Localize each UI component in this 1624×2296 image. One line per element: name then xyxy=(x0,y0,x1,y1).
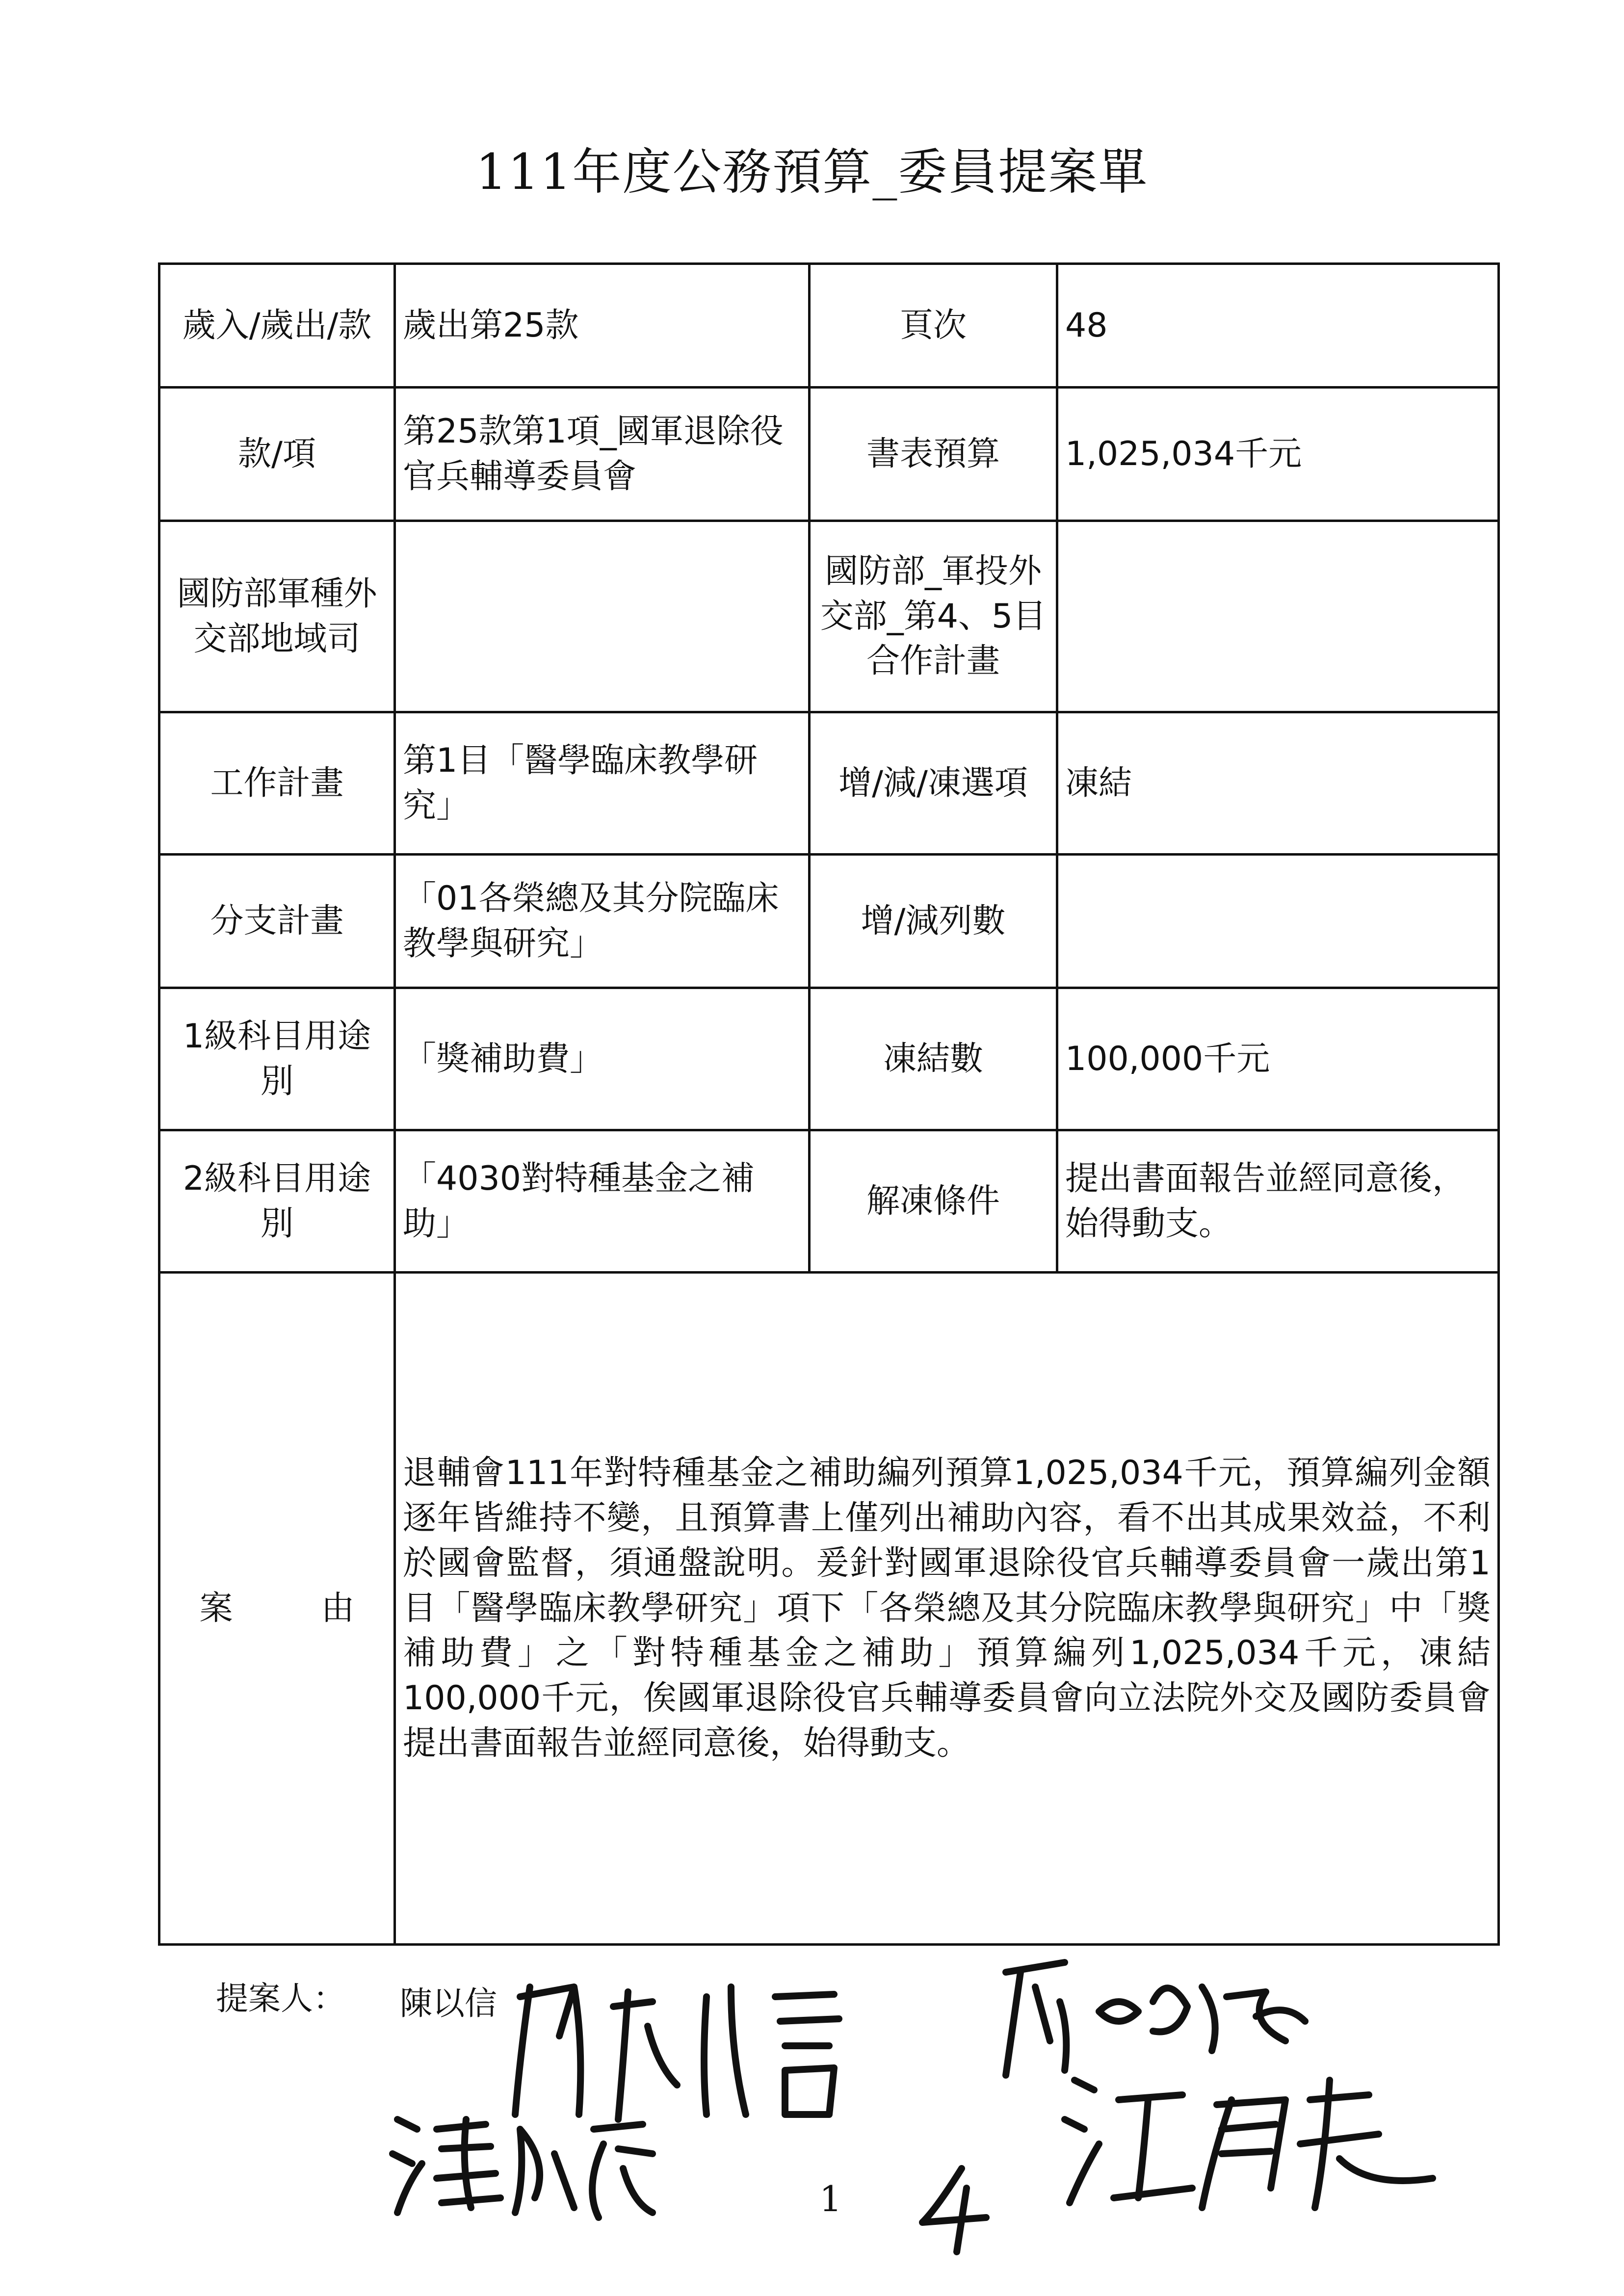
field-value: 第1目「醫學臨床教學研究」 xyxy=(395,712,810,855)
reason-text: 退輔會111年對特種基金之補助編列預算1,025,034千元，預算編列金額逐年皆維持不變，且預算書上僅列出補助內容，看不出其成果效益，不利於國會監督，須通盤說明。爰針對國軍退除役官兵輔導委員會一歲出第1目「醫學臨床教學研究」項下「各榮總及其分院臨床教學與研究」中「獎補助費」之「對特種基金之補助」預算編列1,025,034千元，凍結100,000千元，俟國軍退除役官兵輔導委員會向立法院外交及國防委員會提出書面報告並經同意後，始得動支。 xyxy=(395,1273,1499,1945)
table-row xyxy=(159,521,1499,712)
field-label: 解凍條件 xyxy=(810,1130,1057,1273)
field-label: 分支計畫 xyxy=(159,855,395,988)
reason-label xyxy=(159,1273,395,1945)
field-value xyxy=(395,521,810,712)
page-title: 111年度公務預算_委員提案單 xyxy=(475,143,1149,201)
signature-wen-yuxia xyxy=(388,2100,662,2227)
field-label: 凍結數 xyxy=(810,988,1057,1130)
field-label: 歲入/歲出/款 xyxy=(159,264,395,388)
field-label: 1級科目用途別 xyxy=(159,988,395,1130)
field-value: 1,025,034千元 xyxy=(1057,388,1499,521)
field-value: 「01各榮總及其分院臨床教學與研究」 xyxy=(395,855,810,988)
field-value: 「4030對特種基金之補助」 xyxy=(395,1130,810,1273)
field-label: 書表預算 xyxy=(810,388,1057,521)
field-label: 增/減/凍選項 xyxy=(810,712,1057,855)
field-value: 「獎補助費」 xyxy=(395,988,810,1130)
table-row xyxy=(159,855,1499,988)
field-value: 凍結 xyxy=(1057,712,1499,855)
proposer-name: 陳以信 xyxy=(400,1984,497,2022)
field-value xyxy=(1057,521,1499,712)
field-value: 第25款第1項_國軍退除役官兵輔導委員會 xyxy=(395,388,810,521)
field-label: 款/項 xyxy=(159,388,395,521)
field-label: 國防部_軍投外交部_第4、5目合作計畫 xyxy=(810,521,1057,712)
field-label: 國防部軍種外交部地域司 xyxy=(159,521,395,712)
proposal-form-table xyxy=(158,262,1500,1946)
reason-label-text: 案 由 xyxy=(199,1589,355,1628)
field-value: 48 xyxy=(1057,264,1499,388)
field-label: 頁次 xyxy=(810,264,1057,388)
table-row xyxy=(159,712,1499,855)
field-label: 工作計畫 xyxy=(159,712,395,855)
table-row xyxy=(159,1130,1499,1273)
page-number: 1 xyxy=(819,2178,842,2219)
table-row xyxy=(159,988,1499,1130)
signature-mark-4 xyxy=(908,2159,996,2257)
table-row xyxy=(159,388,1499,521)
field-value: 提出書面報告並經同意後，始得動支。 xyxy=(1057,1130,1499,1273)
table-row xyxy=(159,264,1499,388)
field-value xyxy=(1057,855,1499,988)
signature-jiang-qichen xyxy=(1055,2061,1447,2218)
field-label: 2級科目用途別 xyxy=(159,1130,395,1273)
field-value: 歲出第25款 xyxy=(395,264,810,388)
proposer-label: 提案人： xyxy=(216,1980,345,2017)
field-label: 增/減列數 xyxy=(810,855,1057,988)
table-row xyxy=(159,1273,1499,1945)
field-value: 100,000千元 xyxy=(1057,988,1499,1130)
